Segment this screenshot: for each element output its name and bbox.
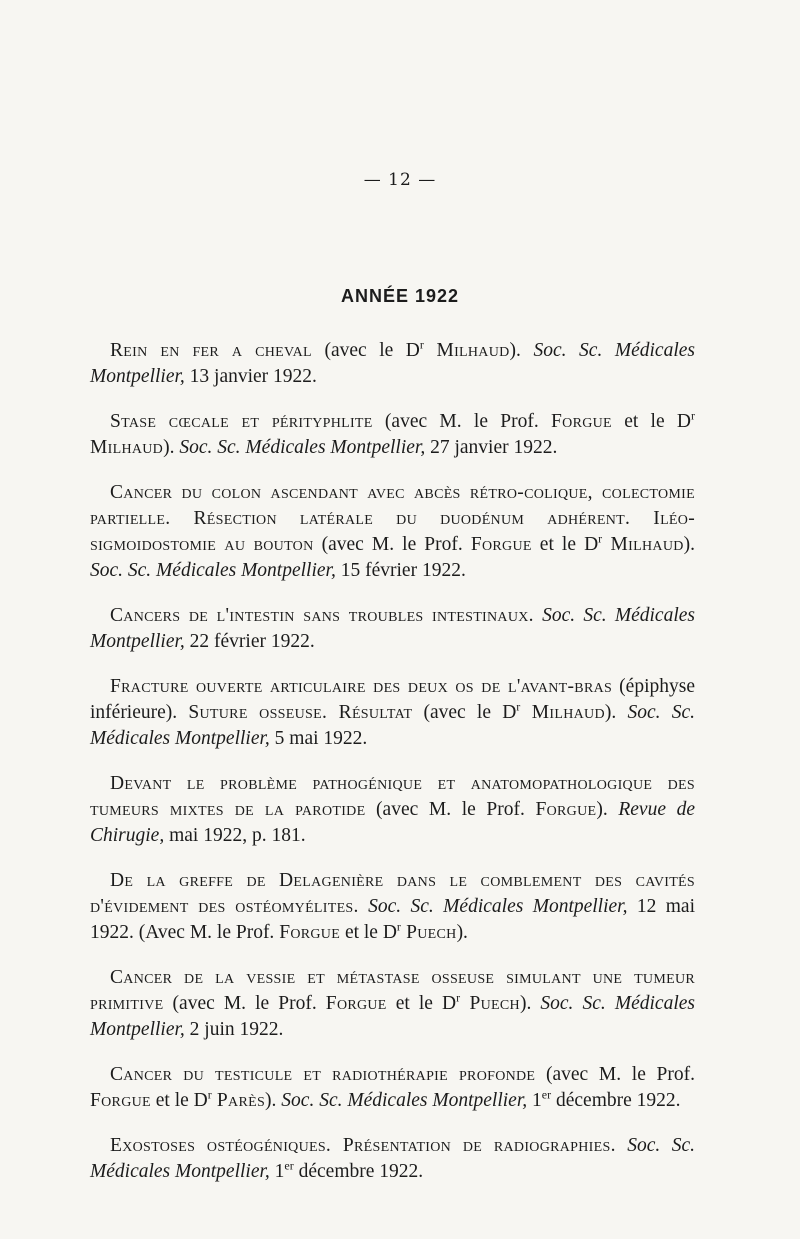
entry-title: Exostoses ostéogéniques. Présentation de radiographies. xyxy=(110,1135,616,1156)
entry-title: Cancer de la vessie et métastase osseuse simulant une tumeur primitive xyxy=(90,967,695,1014)
publication-entry: Stase cœcale et pérityphlite (avec M. le Prof. Forgue et le $D^r$ Milhaud). Soc. Sc. Médicales Montpellier, 27 janvier 1922. xyxy=(90,408,695,458)
entry-journal: Soc. Sc. Médicales Montpellier, xyxy=(281,1090,528,1111)
page-number: — 12 — xyxy=(363,170,437,190)
entry-date: mai 1922, p. 181. xyxy=(164,825,306,846)
publication-entry: De la greffe de Delagenière dans le comblement des cavités d'évidement des ostéomyélites. Soc. Sc. Médicales Montpellier, 12 mai 1922. (Avec M. le Prof. Forgue et le $D^r$ Puech). xyxy=(90,870,695,943)
entry-journal: Soc. Sc. Médicales Montpellier, xyxy=(90,560,336,581)
entry-title: Stase cœcale et pérityphlite xyxy=(110,411,373,432)
entry-journal: Soc. Sc. Médicales Montpellier, xyxy=(90,340,695,387)
entry-title: Cancer du testicule et radiothérapie profonde xyxy=(110,1064,536,1085)
section-title: ANNÉE 1922 xyxy=(340,286,460,306)
publication-list xyxy=(90,338,695,1204)
entry-title: Devant le problème pathogénique et anatomopathologique des tumeurs mixtes de la parotide xyxy=(90,773,695,820)
publication-entry: Devant le problème pathogénique et anatomopathologique des tumeurs mixtes de la parotide (avec M. le Prof. Forgue). Revue de Chirugie, mai 1922, p. 181. xyxy=(90,773,696,846)
publication-entry: Rein en fer a cheval (avec le $D^r$ Milhaud). Soc. Sc. Médicales Montpellier, 13 janvier 1922. xyxy=(90,337,695,387)
entry-title: Rein en fer a cheval xyxy=(110,340,312,361)
entry-journal: Soc. Sc. Médicales Montpellier, xyxy=(179,437,426,458)
publication-entry: Exostoses ostéogéniques. Présentation de radiographies. Soc. Sc. Médicales Montpellier, 1er décembre 1922. xyxy=(90,1135,696,1182)
publication-entry: Cancer du colon ascendant avec abcès rétro-colique, colectomie partielle. Résection latérale du duodénum adhérent. Iléo-sigmoidostomie au bouton (avec M. le Prof. Forgue et le $D^r$ Milhaud). Soc. Sc. Médicales Montpellier, 15 février 1922. xyxy=(90,482,696,581)
publication-entry: Cancer du testicule et radiothérapie profonde (avec M. le Prof. Forgue et le $D^r$ Parès). Soc. Sc. Médicales Montpellier, 1er décembre 1922. xyxy=(90,1064,695,1111)
entry-journal: Soc. Sc. Médicales Montpellier, xyxy=(368,896,628,917)
publication-entry: Cancer de la vessie et métastase osseuse simulant une tumeur primitive (avec M. le Prof. Forgue et le $D^r$ Puech). Soc. Sc. Médicales Montpellier, 2 juin 1922. xyxy=(90,967,695,1040)
entry-journal: Soc. Sc. Médicales Montpellier, xyxy=(90,1135,696,1182)
entry-date: 15 février 1922. xyxy=(335,560,466,581)
entry-journal: Revue de Chirugie, xyxy=(90,799,696,846)
entry-title: Fracture ouverte articulaire des deux os de l'avant-bras xyxy=(110,676,613,697)
entry-journal: Soc. Sc. Médicales Montpellier, xyxy=(90,993,695,1040)
entry-date: 2 juin 1922. xyxy=(184,1019,284,1040)
entry-date: 1 xyxy=(527,1090,542,1111)
entry-date: 5 mai 1922. xyxy=(269,728,368,749)
entry-date: 12 mai 1922. (Avec M. le Prof. xyxy=(90,896,695,943)
entry-date: 1 xyxy=(269,1161,285,1182)
entry-title: Cancer du colon ascendant avec abcès rétro-colique, colectomie partielle. Résection latérale du duodénum adhérent. Iléo-sigmoidostomie au bouton xyxy=(90,482,695,555)
entry-title: Cancers de l'intestin sans troubles intestinaux. xyxy=(110,605,534,626)
entry-journal: Soc. Sc. Médicales Montpellier, xyxy=(90,605,695,652)
publication-entry: Fracture ouverte articulaire des deux os de l'avant-bras (épiphyse inférieure). Suture osseuse. Résultat (avec le $D^r$ Milhaud). Soc. Sc. Médicales Montpellier, 5 mai 1922. xyxy=(90,676,695,749)
entry-date: 22 février 1922. xyxy=(184,631,315,652)
entry-journal: Soc. Sc. Médicales Montpellier, xyxy=(90,702,695,749)
entry-date: 27 janvier 1922. xyxy=(425,437,558,458)
entry-date: 13 janvier 1922. xyxy=(184,366,317,387)
entry-title: De la greffe de Delagenière dans le comblement des cavités d'évidement des ostéomyélites. xyxy=(90,870,695,917)
publication-entry xyxy=(90,603,695,655)
